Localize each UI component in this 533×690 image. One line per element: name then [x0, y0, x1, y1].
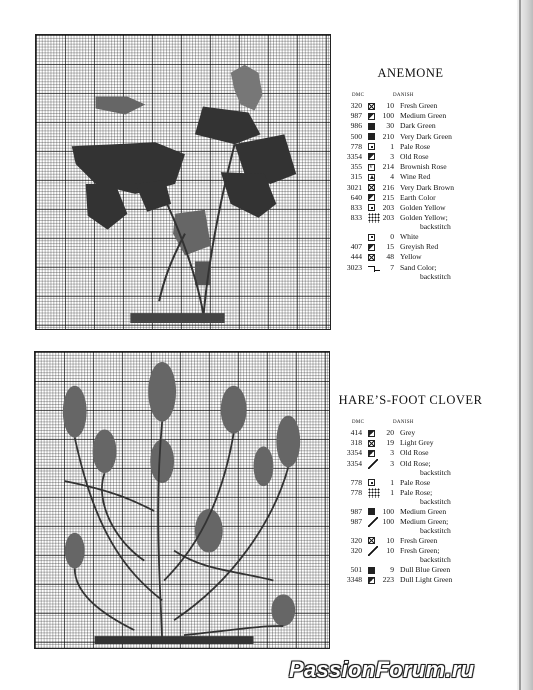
- dmc-code: 407: [350, 242, 362, 252]
- color-name-cell: [400, 132, 452, 142]
- color-name: Dull Blue Green: [400, 565, 451, 575]
- stitch-symbol-icon: [368, 479, 375, 486]
- danish-code: 215: [382, 192, 394, 202]
- dmc-code: 318: [350, 438, 362, 448]
- dmc-code: 778: [350, 477, 362, 487]
- legend-row: [338, 565, 488, 575]
- stitch-symbol-icon: [368, 430, 375, 437]
- color-name-cell: [400, 162, 447, 172]
- stitch-symbol-icon: [368, 204, 375, 211]
- anemone-danish-header: DANISH: [393, 93, 414, 98]
- color-name: Dark Green: [400, 121, 436, 131]
- color-note: backstitch: [420, 526, 451, 536]
- color-name-cell: [400, 213, 451, 232]
- stitch-symbol-icon: [368, 234, 375, 241]
- stitch-symbol-icon: [368, 194, 375, 201]
- dmc-code: 3348: [346, 575, 362, 585]
- color-name: Fresh Green: [400, 535, 438, 545]
- color-name: Fresh Green: [400, 101, 438, 110]
- legend-row: [338, 172, 488, 182]
- color-name: Greyish Red: [400, 242, 439, 252]
- danish-code: 1: [390, 487, 394, 497]
- color-note: backstitch: [420, 222, 451, 232]
- stitch-symbol-icon: [368, 103, 375, 110]
- legend-row: [338, 152, 488, 162]
- clover-motif: [35, 352, 329, 648]
- stitch-symbol-icon: [368, 113, 375, 120]
- legend-row: [338, 111, 488, 121]
- anemone-title: ANEMONE: [377, 66, 444, 80]
- dmc-code: 320: [350, 535, 362, 545]
- dmc-code: 833: [350, 213, 362, 223]
- color-note: backstitch: [420, 555, 451, 565]
- dmc-code: 414: [350, 428, 362, 437]
- legend-row: [338, 478, 488, 488]
- clover-legend: [338, 393, 488, 586]
- clover-chart-grid: [34, 351, 330, 649]
- color-name-cell: [400, 428, 415, 438]
- danish-code: 48: [386, 252, 394, 262]
- legend-row: [338, 101, 488, 111]
- color-name-cell: [400, 565, 450, 575]
- legend-row: [338, 203, 488, 213]
- legend-row: [338, 428, 488, 438]
- stitch-symbol-icon: [368, 143, 375, 150]
- color-name: Pale Rose: [400, 141, 431, 151]
- stitch-symbol-icon: [368, 123, 375, 130]
- danish-code: 1: [390, 141, 394, 151]
- page-edge: [517, 0, 533, 690]
- clover-dmc-header: DMC: [352, 420, 365, 425]
- dmc-code: 3354: [346, 448, 362, 458]
- danish-code: 203: [382, 213, 394, 223]
- color-name: Grey: [400, 428, 416, 437]
- color-name-cell: [400, 183, 454, 193]
- color-name-cell: [400, 459, 451, 478]
- legend-row: [338, 575, 488, 585]
- danish-code: 19: [386, 438, 394, 448]
- dmc-code: 315: [350, 172, 362, 182]
- dmc-code: 640: [350, 192, 362, 202]
- stitch-symbol-icon: [368, 133, 375, 140]
- dmc-code: 3354: [346, 458, 362, 468]
- clover-danish-header: DANISH: [393, 420, 414, 425]
- color-name-cell: [400, 252, 422, 262]
- legend-row: [338, 507, 488, 517]
- anemone-dmc-header: DMC: [352, 93, 365, 98]
- color-name: Very Dark Brown: [400, 182, 454, 192]
- color-name: Earth Color: [400, 192, 436, 202]
- stitch-symbol-icon: [368, 546, 378, 556]
- stitch-symbol-icon: [368, 537, 375, 544]
- danish-code: 100: [382, 506, 394, 516]
- stitch-symbol-icon: [368, 254, 375, 261]
- legend-row: [338, 438, 488, 448]
- color-name-cell: [400, 172, 430, 182]
- color-name-cell: [400, 263, 451, 282]
- danish-code: 100: [382, 516, 394, 526]
- legend-row: [338, 242, 488, 252]
- stitch-symbol-icon: [368, 459, 378, 469]
- danish-code: 1: [390, 477, 394, 487]
- color-name-cell: [400, 111, 446, 121]
- color-name: Old Rose: [400, 151, 429, 161]
- color-name: White: [400, 232, 419, 242]
- danish-code: 4: [390, 172, 394, 182]
- color-name: Fresh Green;: [400, 546, 440, 556]
- dmc-code: 320: [350, 546, 362, 556]
- dmc-code: 355: [350, 162, 362, 172]
- clover-legend-header: [338, 418, 488, 428]
- dmc-code: 778: [350, 141, 362, 151]
- danish-code: 3: [390, 458, 394, 468]
- danish-code: 214: [382, 162, 394, 172]
- legend-row: [338, 488, 488, 507]
- color-name-cell: [400, 546, 451, 565]
- clover-legend-rows: [338, 428, 488, 586]
- color-name-cell: [400, 121, 436, 131]
- anemone-motif: [36, 35, 330, 329]
- danish-code: 7: [390, 262, 394, 272]
- dmc-code: 778: [350, 487, 362, 497]
- legend-row: [338, 517, 488, 536]
- color-name: Medium Green;: [400, 516, 449, 526]
- color-name-cell: [400, 152, 428, 162]
- stitch-symbol-icon: [368, 153, 375, 160]
- stitch-symbol-icon: [368, 184, 375, 191]
- dmc-code: 3023: [346, 262, 362, 272]
- dmc-code: 3354: [346, 151, 362, 161]
- color-name-cell: [400, 193, 436, 203]
- danish-code: 3: [390, 151, 394, 161]
- danish-code: 30: [386, 121, 394, 131]
- color-note: backstitch: [420, 496, 451, 506]
- color-name: Old Rose: [400, 448, 429, 458]
- stitch-symbol-icon: [368, 440, 375, 447]
- legend-row: [338, 193, 488, 203]
- legend-row: [338, 536, 488, 546]
- color-name-cell: [400, 478, 430, 488]
- color-name-cell: [400, 507, 446, 517]
- danish-code: 10: [386, 101, 394, 110]
- stitch-symbol-icon: [368, 244, 375, 251]
- dmc-code: 3021: [346, 182, 362, 192]
- legend-row: [338, 183, 488, 193]
- legend-row: [338, 142, 488, 152]
- color-name: Pale Rose;: [400, 487, 433, 497]
- legend-row: [338, 459, 488, 478]
- color-name: Brownish Rose: [400, 162, 447, 172]
- stitch-symbol-icon: [368, 174, 375, 181]
- stitch-symbol-icon: [368, 577, 375, 584]
- stitch-symbol-icon: [368, 567, 375, 574]
- legend-row: [338, 213, 488, 232]
- color-name-cell: [400, 438, 434, 448]
- legend-row: [338, 132, 488, 142]
- color-note: backstitch: [420, 271, 451, 281]
- color-name: Dull Light Green: [400, 575, 453, 585]
- legend-row: [338, 448, 488, 458]
- legend-row: [338, 232, 488, 242]
- legend-row: [338, 263, 488, 282]
- dmc-code: 986: [350, 121, 362, 131]
- danish-code: 216: [382, 182, 394, 192]
- color-name: Old Rose;: [400, 458, 431, 468]
- anemone-legend-header: [338, 91, 488, 101]
- danish-code: 10: [386, 546, 394, 556]
- dmc-code: 987: [350, 111, 362, 121]
- danish-code: 15: [386, 242, 394, 252]
- danish-code: 100: [382, 111, 394, 121]
- anemone-chart-grid: [35, 34, 331, 330]
- color-name-cell: [400, 448, 428, 458]
- stitch-symbol-icon: [368, 164, 375, 171]
- danish-code: 3: [390, 448, 394, 458]
- color-name-cell: [400, 242, 438, 252]
- color-name-cell: [400, 575, 452, 585]
- danish-code: 9: [390, 565, 394, 575]
- dmc-code: 987: [350, 516, 362, 526]
- color-name: Yellow: [400, 252, 422, 262]
- color-name: Light Grey: [400, 438, 434, 448]
- dmc-code: 501: [350, 565, 362, 575]
- anemone-legend-rows: [338, 101, 488, 282]
- anemone-legend: [338, 66, 488, 282]
- danish-code: 223: [382, 575, 394, 585]
- color-name-cell: [400, 203, 446, 213]
- color-name: Golden Yellow;: [400, 213, 448, 223]
- color-name: Wine Red: [400, 172, 431, 182]
- stitch-symbol-icon: [368, 508, 375, 515]
- dmc-code: 987: [350, 506, 362, 516]
- color-name: Golden Yellow: [400, 202, 446, 212]
- color-name-cell: [400, 142, 430, 152]
- clover-title: HARE’S-FOOT CLOVER: [338, 393, 483, 407]
- color-name-cell: [400, 232, 419, 242]
- dmc-code: 833: [350, 202, 362, 212]
- color-name: Sand Color;: [400, 262, 437, 272]
- color-name: Medium Green: [400, 506, 447, 516]
- color-name: Very Dark Green: [400, 131, 452, 141]
- legend-row: [338, 252, 488, 262]
- color-name: Medium Green: [400, 111, 447, 121]
- color-name-cell: [400, 488, 451, 507]
- watermark-text: PassionForum.ru: [289, 657, 475, 682]
- danish-code: 0: [390, 232, 394, 242]
- color-name: Pale Rose: [400, 477, 431, 487]
- danish-code: 10: [386, 535, 394, 545]
- dmc-code: 500: [350, 131, 362, 141]
- stitch-symbol-icon: [368, 450, 375, 457]
- color-note: backstitch: [420, 467, 451, 477]
- danish-code: 210: [382, 131, 394, 141]
- legend-row: [338, 121, 488, 131]
- color-name-cell: [400, 101, 437, 111]
- danish-code: 203: [382, 202, 394, 212]
- legend-row: [338, 546, 488, 565]
- color-name-cell: [400, 517, 451, 536]
- legend-row: [338, 162, 488, 172]
- dmc-code: 320: [350, 101, 362, 110]
- color-name-cell: [400, 536, 437, 546]
- danish-code: 20: [386, 428, 394, 437]
- stitch-symbol-icon: [368, 517, 378, 527]
- dmc-code: 444: [350, 252, 362, 262]
